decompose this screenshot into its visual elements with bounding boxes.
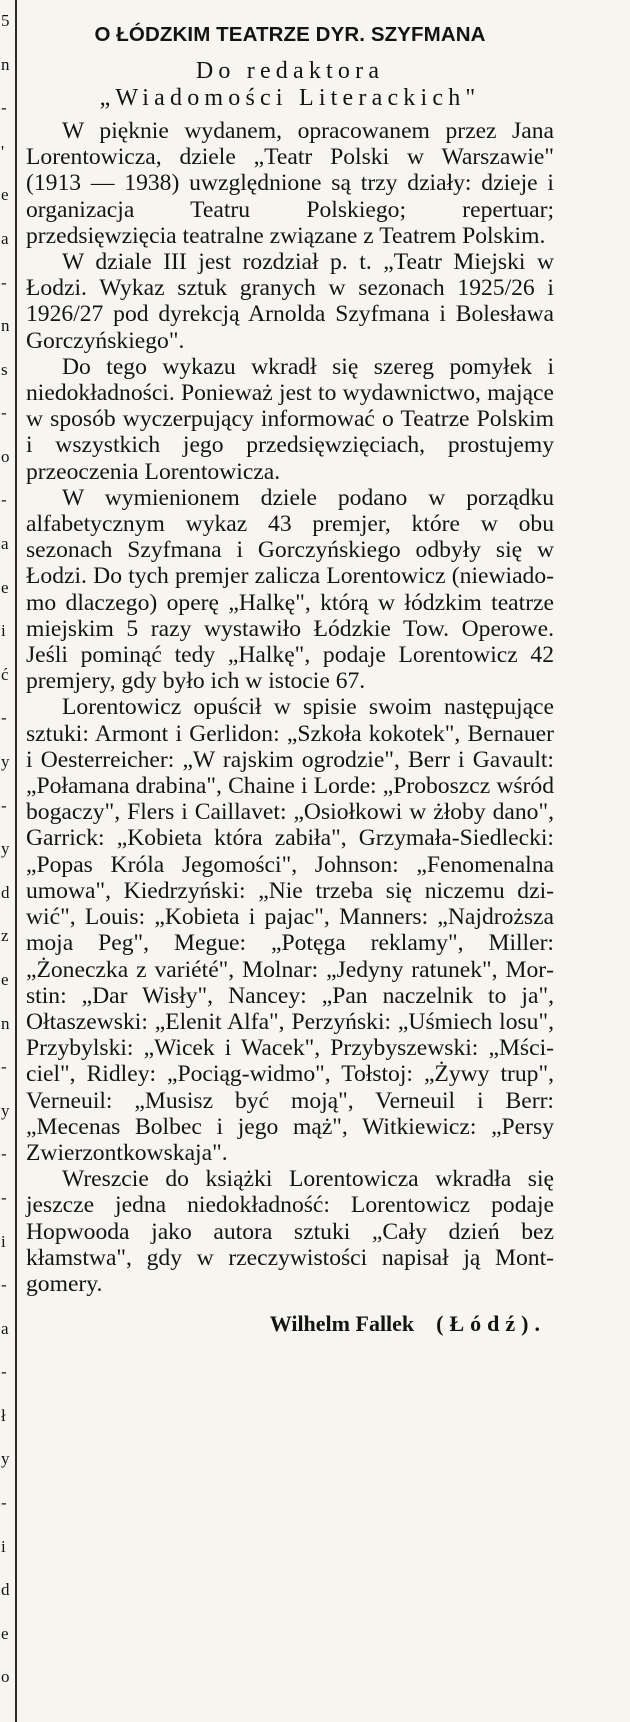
edge-glyph: d bbox=[1, 1580, 10, 1600]
edge-glyph: e bbox=[1, 1623, 9, 1643]
edge-glyph: - bbox=[1, 708, 7, 728]
article-headline: O ŁÓDZKIM TEATRZE DYR. SZYFMANA bbox=[94, 23, 486, 46]
edge-glyph: ł bbox=[1, 1405, 6, 1425]
addressee-block bbox=[26, 58, 554, 112]
edge-glyph: - bbox=[1, 1187, 7, 1207]
paragraph: W wymienionem dziele podano w porządku alfabetycznym wykaz 43 premjer, które w obu sezonach Szyfmana i Gorczyńskiego odbyły się w Łodzi. Do tych premjer zalicza Lorentowicz (niewiadomo dlaczego) operę „Halkę", którą w łódzkim teatrze miejskim 5 razy wystawiło Łódzkie Tow. Operowe. Jeśli pominąć tedy „Halkę", podaje Lorentowicz 42 premjery, gdy było ich w istocie 67. bbox=[26, 484, 554, 695]
paragraph: W pięknie wydanem, opracowanem przez Jana Lorentowicza, dziele „Teatr Polski w Warszawie" (1913 — 1938) uwzględnione są trzy działy: dzieje i organizacja Teatru Polskiego; repertuar; przedsięwzięcia teatralne związane z Teatrem Polskim. bbox=[26, 118, 554, 249]
edge-glyph: n bbox=[1, 316, 10, 336]
edge-glyph: - bbox=[1, 490, 7, 510]
edge-glyph: d bbox=[1, 882, 10, 902]
edge-glyph: - bbox=[1, 98, 7, 118]
paragraph: Do tego wykazu wkradł się szereg pomyłek i niedokładności. Ponieważ jest to wydawnictwo, mające w sposób wyczerpujący informować o Teatrze Polskim i wszystkich jego przedsięwzięciach, prostujemy przeoczenia Lorentowicza. bbox=[26, 353, 554, 485]
paragraph: Lorentowicz opuścił w spisie swoim następujące sztuki: Armont i Gerlidon: „Szkoła kokotek", Bernauer i Oesterreicher: „W rajskim ogrodzie", Berr i Gavault: „Połamana drabina", Chaine i Lorde: „Proboszcz wśród bogaczy", Flers i Caillavet: „Osiołkowi w żłoby dano", Garrick: „Kobieta która zabiła", Grzymała-Siedlecki: „Popas Króla Jegomości", Johnson: „Fenomenalna umowa", Kiedrzyński: „Nie trzeba się niczemu dziwić", Louis: „Kobieta i pajac", Manners: „Najdroższa moja Peg", Megue: „Potęga reklamy", Miller: „Żoneczka z variété", Molnar: „Jedyny ratunek", Morstin: „Dar Wisły", Nancey: „Pan naczelnik to ja", Ołtaszewski: „Elenit Alfa", Perzyński: „Uśmiech losu", Przybylski: „Wicek i Wacek", Przybyszewski: „Mściciel", Ridley: „Pociąg-widmo", Tołstoj: „Żywy trup", Verneuil: „Musisz być moją", Verneuil i Berr: „Mecenas Bolbec i jego mąż", Witkiewicz: „Persy Zwierzontkowskaja". bbox=[26, 694, 554, 1166]
edge-glyph: o bbox=[1, 1667, 10, 1687]
addressee-line: Do redaktora bbox=[195, 58, 385, 84]
edge-glyph: - bbox=[1, 1362, 7, 1382]
edge-glyph: n bbox=[1, 1013, 10, 1033]
edge-glyph: a bbox=[1, 228, 9, 248]
edge-glyph: - bbox=[1, 795, 7, 815]
edge-glyph: - bbox=[1, 1144, 7, 1164]
edge-glyph: y bbox=[1, 1100, 10, 1120]
edge-glyph: a bbox=[1, 1318, 9, 1338]
addressee-line: „Wiadomości Literackich" bbox=[99, 85, 481, 111]
adjacent-column-fragment bbox=[0, 0, 12, 1722]
edge-glyph: i bbox=[1, 1536, 6, 1556]
edge-glyph: i bbox=[1, 621, 6, 641]
edge-glyph: n bbox=[1, 54, 10, 74]
column-rule bbox=[15, 0, 17, 1722]
edge-glyph: ć bbox=[1, 664, 9, 684]
edge-glyph: y bbox=[1, 752, 10, 772]
edge-glyph: z bbox=[1, 926, 9, 946]
signature-place: (Łódź). bbox=[436, 1311, 546, 1337]
edge-glyph: y bbox=[1, 1449, 10, 1469]
edge-glyph: i bbox=[1, 1231, 6, 1251]
edge-glyph: - bbox=[1, 1275, 7, 1295]
edge-glyph: - bbox=[1, 1057, 7, 1077]
edge-glyph: y bbox=[1, 839, 10, 859]
edge-glyph: e bbox=[1, 185, 9, 205]
edge-glyph: s bbox=[1, 359, 8, 379]
edge-glyph: e bbox=[1, 969, 9, 989]
paragraph: W dziale III jest rozdział p. t. „Teatr Miejski w Łodzi. Wykaz sztuk granych w sezonach 1925/26 i 1926/27 pod dyrekcją Arnolda Szyfmana i Bolesława Gorczyńskiego". bbox=[26, 249, 554, 354]
edge-glyph: - bbox=[1, 1493, 7, 1513]
letter-article bbox=[26, 22, 554, 1337]
edge-glyph: ' bbox=[1, 141, 5, 161]
edge-glyph: e bbox=[1, 577, 9, 597]
edge-glyph: - bbox=[1, 403, 7, 423]
edge-glyph: o bbox=[1, 446, 10, 466]
edge-glyph: 5 bbox=[1, 11, 10, 30]
signature bbox=[26, 1311, 554, 1337]
edge-glyph: a bbox=[1, 534, 9, 554]
paragraph: Wreszcie do książki Lorentowicza wkradła się jeszcze jedna niedokładność: Lorentowicz podaje Hopwooda jako autora sztuki „Cały dzień bez kłamstwa", gdy w rzeczywistości napisał ją Montgomery. bbox=[26, 1166, 554, 1297]
edge-glyph: - bbox=[1, 272, 7, 292]
article-body bbox=[26, 118, 554, 1297]
signature-name: Wilhelm Fallek bbox=[269, 1311, 415, 1337]
